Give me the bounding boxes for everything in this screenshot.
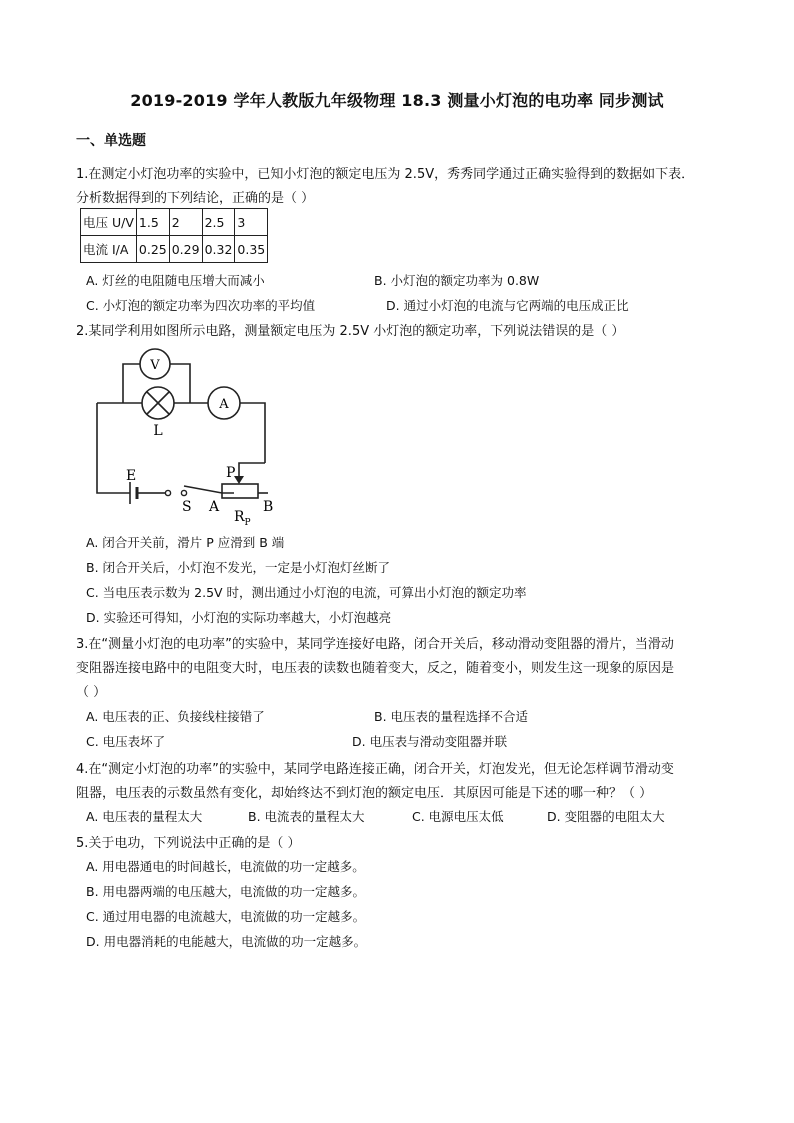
table-cell: 2 — [169, 209, 202, 236]
table-cell: 0.29 — [169, 236, 202, 263]
page-title: 2019-2019 学年人教版九年级物理 18.3 测量小灯泡的电功率 同步测试 — [130, 91, 664, 110]
q2-option-c[interactable]: C. 当电压表示数为 2.5V 时，测出通过小灯泡的电流，可算出小灯泡的额定功率 — [86, 585, 527, 600]
table-cell: 3 — [235, 209, 268, 236]
q2-option-d[interactable]: D. 实验还可得知，小灯泡的实际功率越大，小灯泡越亮 — [86, 610, 392, 625]
q3-option-b[interactable]: B. 电压表的量程选择不合适 — [374, 709, 529, 724]
q1-option-a[interactable]: A. 灯丝的电阻随电压增大而减小 — [86, 273, 265, 288]
q1-option-b[interactable]: B. 小灯泡的额定功率为 0.8W — [374, 273, 540, 288]
q3-stem-line1: 3.在“测量小灯泡的电功率”的实验中，某同学连接好电路，闭合开关后，移动滑动变阻器的滑片，当滑动 — [76, 637, 674, 652]
terminal-a-label: A — [209, 499, 220, 515]
q4-option-a[interactable]: A. 电压表的量程太大 — [86, 809, 203, 824]
table-cell: 2.5 — [202, 209, 235, 236]
q4-stem-line1: 4.在“测定小灯泡的功率”的实验中，某同学电路连接正确，闭合开关，灯泡发光，但无论怎样调节滑动变 — [76, 762, 674, 777]
q5-stem: 5.关于电功，下列说法中正确的是（ ） — [76, 836, 301, 851]
q5-option-a[interactable]: A. 用电器通电的时间越长，电流做的功一定越多。 — [86, 859, 365, 874]
terminal-b-label: B — [263, 499, 274, 515]
q1-data-table — [80, 208, 268, 263]
table-header-voltage: 电压 U/V — [81, 209, 137, 236]
q5-option-b[interactable]: B. 用电器两端的电压越大，电流做的功一定越多。 — [86, 884, 366, 899]
q3-option-c[interactable]: C. 电压表坏了 — [86, 734, 166, 749]
q1-stem-line2: 分析数据得到的下列结论，正确的是（ ） — [76, 191, 315, 206]
slider-arrow-icon — [234, 476, 244, 484]
table-cell: 1.5 — [136, 209, 169, 236]
q3-option-d[interactable]: D. 电压表与滑动变阻器并联 — [352, 734, 508, 749]
switch-contact — [181, 490, 186, 495]
q5-option-c[interactable]: C. 通过用电器的电流越大，电流做的功一定越多。 — [86, 909, 366, 924]
q4-option-c[interactable]: C. 电源电压太低 — [412, 809, 504, 824]
q2-stem: 2.某同学利用如图所示电路，测量额定电压为 2.5V 小灯泡的额定功率，下列说法错误的是（ ） — [76, 324, 625, 339]
section-heading: 一、单选题 — [76, 133, 146, 149]
q1-stem-line1: 1.在测定小灯泡功率的实验中，已知小灯泡的额定电压为 2.5V，秀秀同学通过正确实验得到的数据如下表． — [76, 167, 695, 182]
table-row-current — [81, 236, 268, 263]
table-header-current: 电流 I/A — [81, 236, 137, 263]
lamp-label: L — [153, 423, 163, 439]
q4-stem-line2: 阻器，电压表的示数虽然有变化，却始终达不到灯泡的额定电压．其原因可能是下述的哪一种？（ ） — [76, 786, 653, 801]
table-cell: 0.25 — [136, 236, 169, 263]
q2-option-a[interactable]: A. 闭合开关前，滑片 P 应滑到 B 端 — [86, 535, 285, 550]
q3-stem-line2: 变阻器连接电路中的电阻变大时，电压表的读数也随着变大，反之，随着变小，则发生这一现象的原因是 — [76, 661, 675, 676]
source-label: E — [126, 468, 137, 484]
q3-stem-line3: （ ） — [76, 685, 107, 700]
table-cell: 0.32 — [202, 236, 235, 263]
switch-contact — [165, 490, 170, 495]
slider-label: P — [226, 465, 236, 481]
ammeter-label: A — [219, 397, 229, 412]
q1-option-d[interactable]: D. 通过小灯泡的电流与它两端的电压成正比 — [386, 298, 629, 313]
rheostat-label: $R_P$ — [234, 509, 251, 528]
q4-option-d[interactable]: D. 变阻器的电阻太大 — [547, 809, 665, 824]
circuit-diagram — [88, 346, 298, 528]
table-cell: 0.35 — [235, 236, 268, 263]
voltmeter-label: V — [150, 358, 160, 373]
switch-label: S — [182, 499, 192, 515]
q1-option-c[interactable]: C. 小灯泡的额定功率为四次功率的平均值 — [86, 298, 316, 313]
q2-option-b[interactable]: B. 闭合开关后，小灯泡不发光，一定是小灯泡灯丝断了 — [86, 560, 391, 575]
table-row-voltage — [81, 209, 268, 236]
q3-option-a[interactable]: A. 电压表的正、负接线柱接错了 — [86, 709, 265, 724]
q4-option-b[interactable]: B. 电流表的量程太大 — [248, 809, 365, 824]
q5-option-d[interactable]: D. 用电器消耗的电能越大，电流做的功一定越多。 — [86, 934, 367, 949]
